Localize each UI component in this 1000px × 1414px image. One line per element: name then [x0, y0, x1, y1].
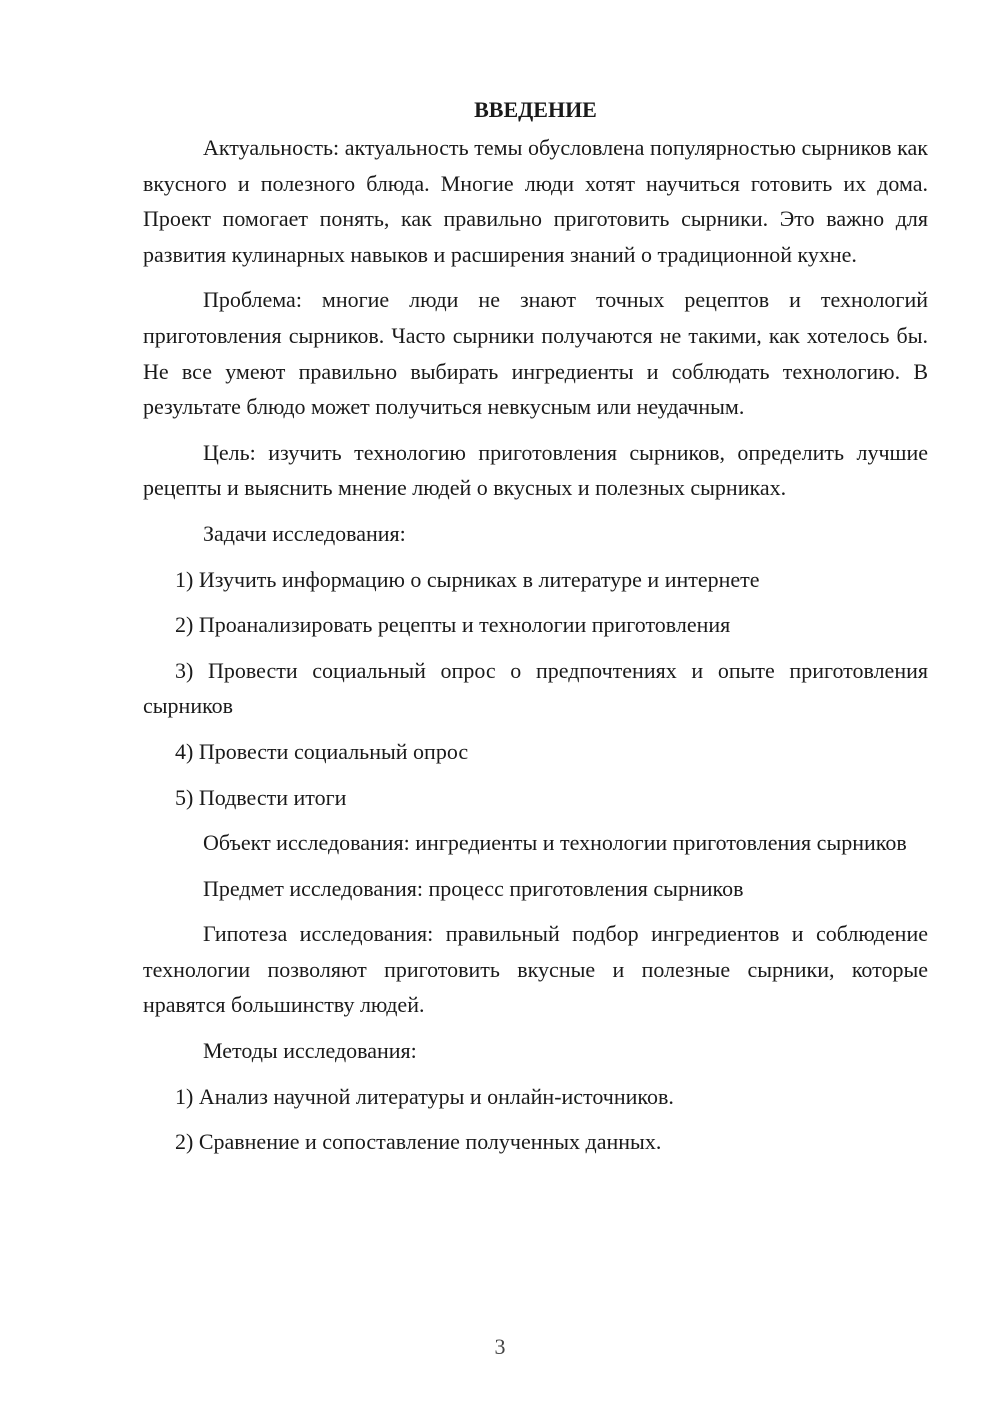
task-item: 3) Провести социальный опрос о предпочтениях и опыте приготовления сырников: [143, 657, 928, 719]
method-item: 2) Сравнение и сопоставление полученных данных.: [175, 1129, 662, 1155]
relevance-paragraph: Актуальность: актуальность темы обусловлена популярностью сырников как вкусного и полезного блюда. Многие люди хотят научиться готовить их дома. Проект помогает понять, как правильно приготовить сырники. Это важно для развития кулинарных навыков и расширения знаний о традиционной кухне.: [143, 135, 928, 267]
page-title: ВВЕДЕНИЕ: [474, 97, 597, 122]
methods-title: Методы исследования:: [203, 1038, 417, 1064]
page-number: 3: [494, 1334, 506, 1359]
hypothesis-paragraph: Гипотеза исследования: правильный подбор ингредиентов и соблюдение технологии позволяют приготовить вкусные и полезные сырники, которые нравятся большинству людей.: [143, 921, 928, 1018]
document-page: [143, 92, 928, 1170]
object-paragraph: Объект исследования: ингредиенты и технологии приготовления сырников: [203, 830, 907, 856]
method-item: 1) Анализ научной литературы и онлайн-источников.: [175, 1083, 674, 1109]
task-item: 4) Провести социальный опрос: [175, 738, 469, 764]
problem-paragraph: Проблема: многие люди не знают точных рецептов и технологий приготовления сырников. Часто сырники получаются не такими, как хотелось бы. Не все умеют правильно выбирать ингредиенты и соблюдать технологию. В результате блюдо может получиться невкусным или неудачным.: [143, 287, 928, 420]
goal-paragraph: Цель: изучить технологию приготовления сырников, определить лучшие рецепты и выяснить мнение людей о вкусных и полезных сырниках.: [143, 439, 928, 501]
task-item: 2) Проанализировать рецепты и технологии приготовления: [175, 612, 731, 638]
task-item: 5) Подвести итоги: [175, 784, 347, 810]
task-item: 1) Изучить информацию о сырниках в литературе и интернете: [175, 566, 760, 592]
tasks-title: Задачи исследования:: [203, 520, 406, 546]
subject-paragraph: Предмет исследования: процесс приготовления сырников: [203, 875, 744, 901]
